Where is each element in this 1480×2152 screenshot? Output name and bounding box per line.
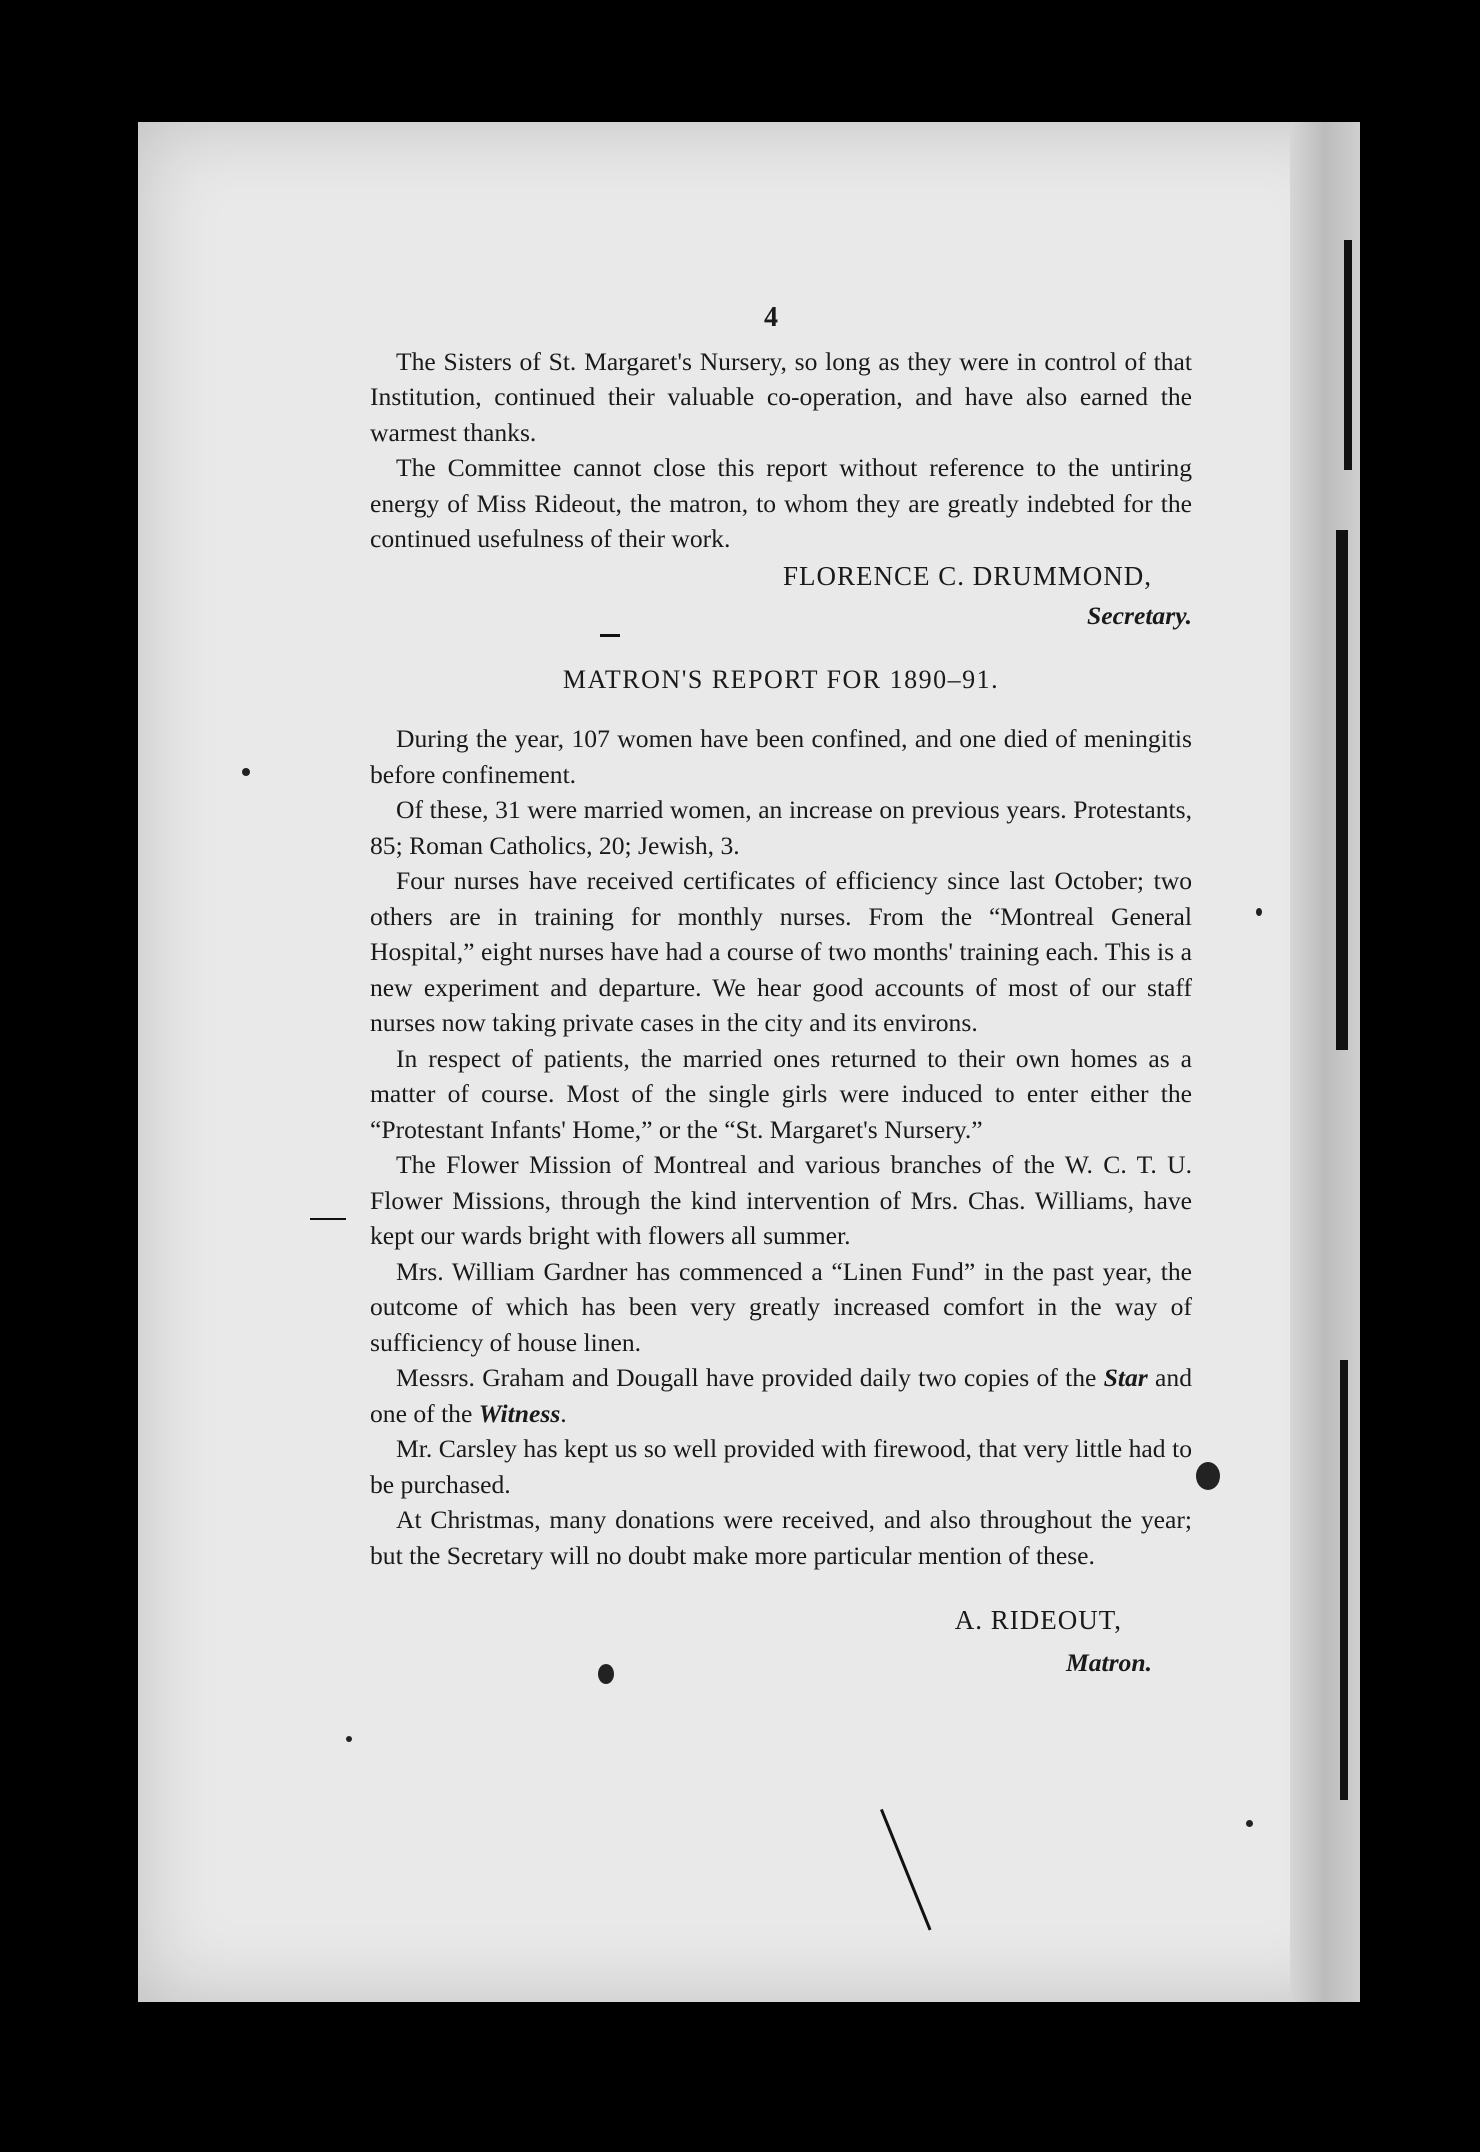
signature-name: FLORENCE C. DRUMMOND, bbox=[782, 560, 1152, 591]
paragraph-text: Messrs. Graham and Dougall have provided daily two copies of the bbox=[396, 1363, 1104, 1392]
scan-speck bbox=[1246, 1820, 1253, 1827]
scan-speck bbox=[1196, 1462, 1220, 1490]
signature-title: Matron. bbox=[1065, 1647, 1152, 1677]
section-heading: MATRON'S REPORT FOR 1890–91. bbox=[562, 664, 1000, 694]
paragraph bbox=[370, 1360, 1192, 1431]
page-text bbox=[370, 300, 1192, 1680]
paragraph-text: and one of the bbox=[370, 1363, 1192, 1428]
page-number: 4 bbox=[764, 302, 778, 333]
scan-border bbox=[1360, 122, 1480, 2002]
newspaper-name-star: Star bbox=[1103, 1363, 1148, 1392]
paragraph: The Sisters of St. Margaret's Nursery, so long as they were in control of that Institution, continued their valuable co-operation, and have also earned the warmest thanks. bbox=[370, 346, 1192, 447]
scan-speck bbox=[242, 768, 250, 776]
paragraph: During the year, 107 women have been confined, and one died of meningitis before confinement. bbox=[370, 724, 1192, 789]
paragraph: In respect of patients, the married ones returned to their own homes as a matter of course. Most of the single girls were induced to enter either the “Protestant Infants' Home,” or the “St. Margaret's Nursery.” bbox=[370, 1043, 1192, 1144]
paragraph-text: . bbox=[560, 1398, 567, 1428]
scan-speck bbox=[1256, 908, 1262, 916]
signature-title: Secretary. bbox=[1087, 601, 1192, 630]
paragraph: At Christmas, many donations were received, and also throughout the year; but the Secretary will no doubt make more particular mention of these. bbox=[370, 1505, 1192, 1570]
signature-name: A. RIDEOUT, bbox=[954, 1605, 1122, 1635]
paragraph: Of these, 31 were married women, an increase on previous years. Protestants, 85; Roman Catholics, 20; Jewish, 3. bbox=[370, 795, 1192, 860]
scan-speck bbox=[346, 1736, 352, 1742]
binding-mark bbox=[1340, 1360, 1348, 1800]
paragraph: The Committee cannot close this report without reference to the untiring energy of Miss Rideout, the matron, to whom they are greatly indebted for the continued usefulness of their work. bbox=[370, 453, 1192, 553]
paragraph: Mr. Carsley has kept us so well provided with firewood, that very little had to be purchased. bbox=[370, 1434, 1192, 1499]
newspaper-name-witness: Witness bbox=[478, 1398, 561, 1428]
paragraph: Mrs. William Gardner has commenced a “Linen Fund” in the past year, the outcome of which has been very greatly increased comfort in the way of sufficiency of house linen. bbox=[370, 1256, 1192, 1357]
paragraph: Four nurses have received certificates of efficiency since last October; two others are in training for monthly nurses. From the “Montreal General Hospital,” eight nurses have had a course of two months' training each. This is a new experiment and departure. We hear good accounts of most of our staff nurses now taking private cases in the city and its environs. bbox=[370, 866, 1192, 1037]
binding-mark bbox=[1344, 240, 1352, 470]
binding-mark bbox=[1336, 530, 1348, 1050]
paragraph: The Flower Mission of Montreal and various branches of the W. C. T. U. Flower Missions, through the kind intervention of Mrs. Chas. Williams, have kept our wards bright with flowers all summer. bbox=[370, 1150, 1192, 1250]
scan-scratch bbox=[310, 1218, 346, 1220]
